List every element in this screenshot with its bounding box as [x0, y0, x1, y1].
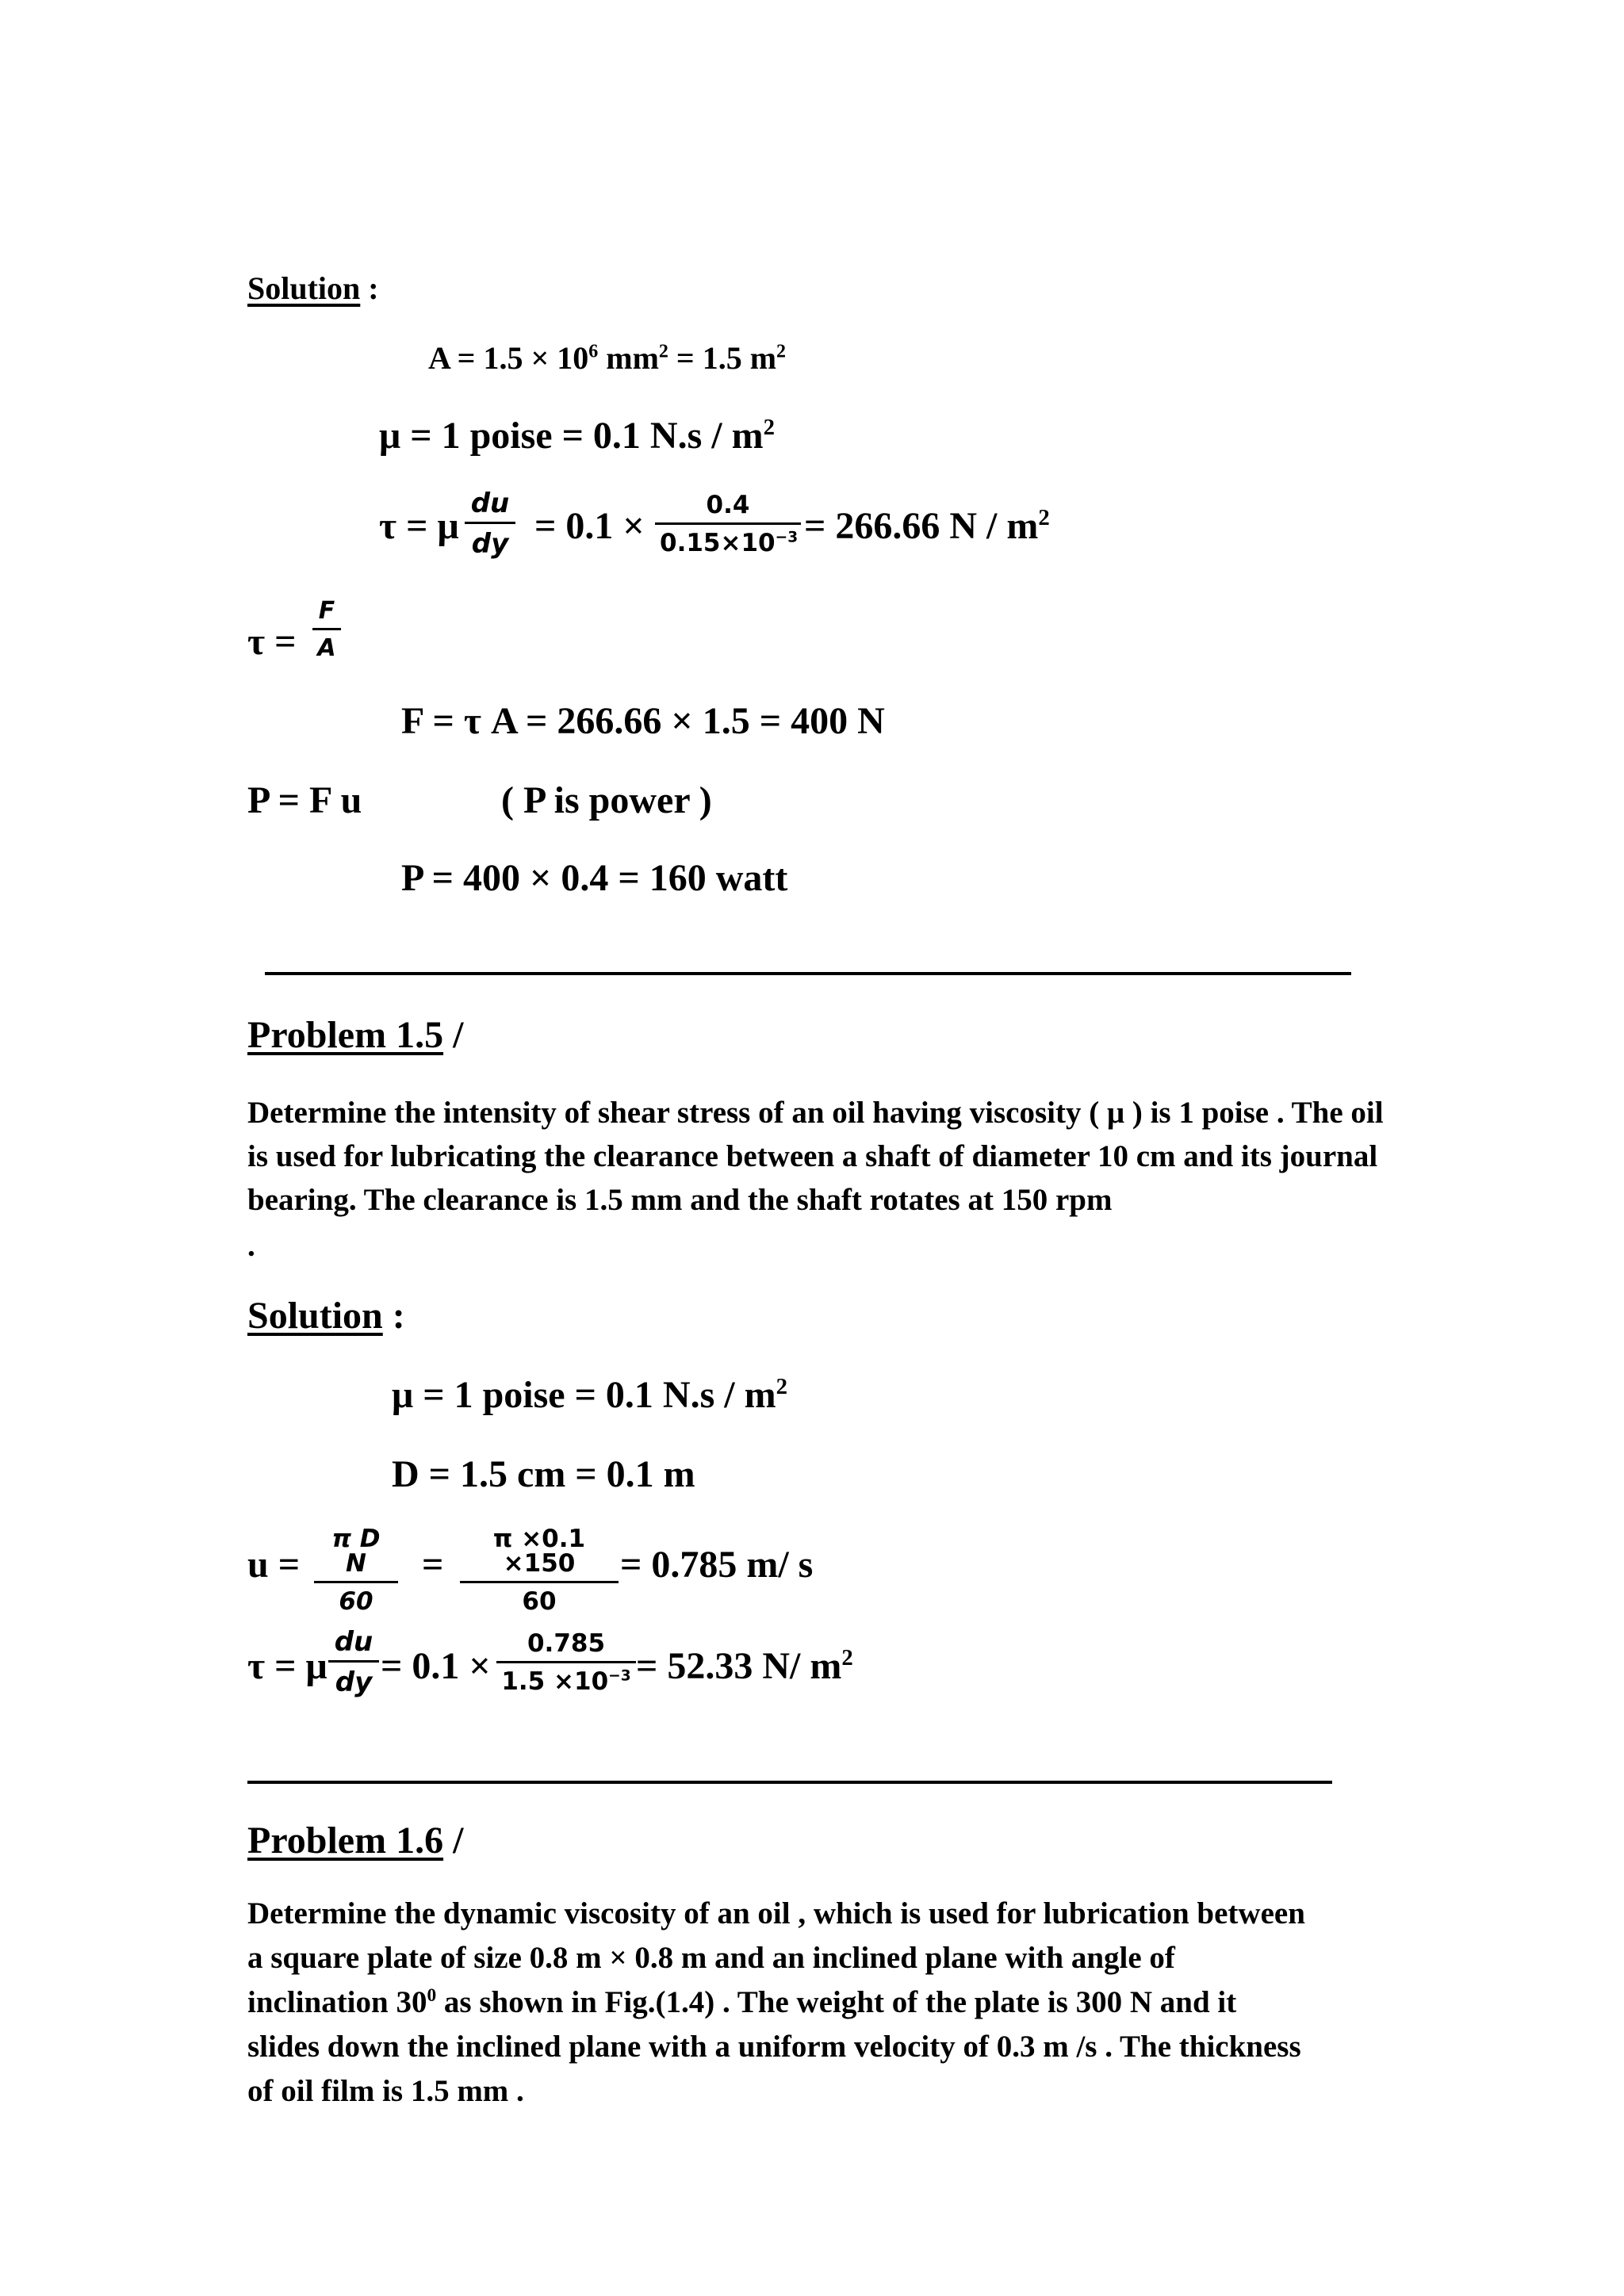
problem-1-6-title: Problem 1.6 / — [247, 1820, 464, 1862]
tau-result-1: = 266.66 N / $m^2$ — [804, 505, 1050, 547]
u-value-fraction: $\frac{\pi \times 0.1 \times 150}{60}$ — [460, 1527, 619, 1614]
solution-heading-2: Solution : — [247, 1295, 405, 1337]
u-equals: = — [422, 1544, 444, 1586]
problem-1-6-line-4: slides down the inclined plane with a uniform velocity of 0.3 m /s . The thickness — [247, 2030, 1301, 2064]
problem-1-6-line-1: Determine the dynamic viscosity of an oil , which is used for lubrication between — [247, 1896, 1305, 1931]
viscosity-equation-1: μ = 1 poise = 0.1 $N.s / m^2$ — [379, 415, 775, 457]
problem-1-5-title: Problem 1.5 / — [247, 1014, 464, 1056]
force-equation: F = τ A = 266.66 × 1.5 = 400 N — [401, 700, 885, 742]
section-divider-1 — [265, 972, 1351, 975]
u-result: = 0.785 m/ s — [620, 1544, 814, 1586]
problem-1-6-line-3: inclination $30^0$ as shown in Fig.(1.4) . The weight of the plate is 300 N and it — [247, 1985, 1237, 2019]
tau-result-2: = 52.33 N/ $m^2$ — [636, 1645, 853, 1687]
diameter-equation: D = 1.5 cm = 0.1 m — [392, 1453, 695, 1495]
power-note: ( P is power ) — [501, 779, 712, 821]
problem-1-6-line-2: a square plate of size 0.8 m × 0.8 m and an inclined plane with angle of — [247, 1941, 1175, 1975]
section-divider-2 — [247, 1781, 1332, 1784]
tau-lhs-2: τ = μ — [247, 1645, 327, 1687]
area-equation: $A = 1.5 \times 10^6$ $mm^2 = 1.5$ $m^2$ — [428, 340, 787, 376]
tau-lhs-1: τ = μ — [379, 505, 459, 547]
power-value: P = 400 × 0.4 = 160 watt — [401, 857, 788, 899]
problem-1-5-dot: . — [247, 1229, 255, 1263]
tau-value-fraction-1: $\frac{0.4}{0.15\times 10^{-3}}$ — [655, 493, 801, 556]
pi-d-n-fraction: $\frac{\text{π D N}}{60}$ — [314, 1527, 398, 1614]
viscosity-equation-2: μ = 1 poise = 0.1 $N.s / m^2$ — [392, 1374, 787, 1416]
du-dy-fraction-2: $\frac{du}{dy}$ — [328, 1628, 379, 1696]
du-dy-fraction-1: $\frac{du}{dy}$ — [465, 490, 515, 557]
power-equation: P = F u — [247, 779, 362, 821]
tau-value-fraction-2: $\frac{0.785}{1.5 \times 10^{-3}}$ — [496, 1632, 636, 1694]
u-lhs: u = — [247, 1544, 301, 1586]
tau-fa-lhs: τ = — [247, 621, 297, 663]
problem-1-6-line-5: of oil film is 1.5 mm . — [247, 2074, 524, 2108]
problem-1-5-text: Determine the intensity of shear stress of an oil having viscosity ( μ ) is 1 poise . The oil is used for lubricating the clearance between a shaft of diameter 10 cm and its journal bearing. The clearance is 1.5 mm and the shaft rotates at 150 rpm — [247, 1096, 1384, 1217]
solution-heading-1: Solution : — [247, 270, 379, 306]
f-over-a-fraction: $\frac{F}{A}$ — [312, 599, 341, 660]
tau-mid-1: = 0.1 × — [534, 505, 645, 547]
tau-mid-2: = 0.1 × — [381, 1645, 491, 1687]
